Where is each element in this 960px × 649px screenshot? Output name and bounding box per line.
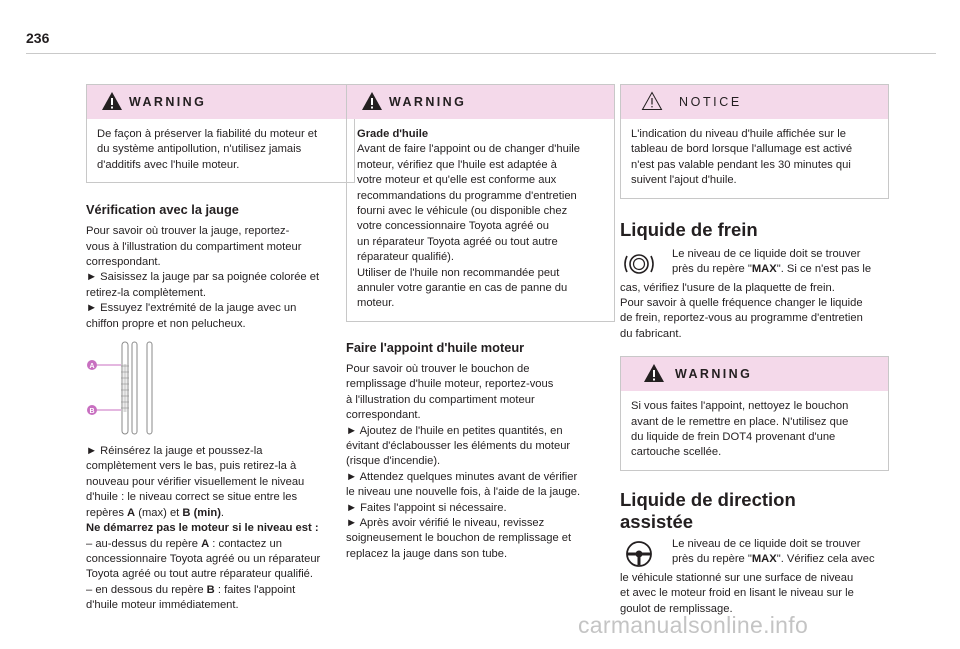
- text-line: ► Ajoutez de l'huile en petites quantités, en: [346, 424, 563, 437]
- section-heading-dipstick: Vérification avec la jauge: [86, 202, 239, 218]
- text-line: [672, 262, 889, 277]
- text-line: de frein, reportez-vous au programme d'entretien: [620, 312, 863, 325]
- text-line: Le niveau de ce liquide doit se trouver: [672, 537, 861, 550]
- section-heading-oil-topup: Faire l'appoint d'huile moteur: [346, 339, 525, 355]
- watermark: carmanualsonline.info: [578, 612, 809, 638]
- max-mark: MAX: [751, 553, 777, 566]
- notice-title: NOTICE: [679, 95, 742, 109]
- text-line: votre moteur et qu'elle est conforme aux: [357, 174, 557, 187]
- text-run: – en dessous du repère: [86, 583, 207, 596]
- text-line: ► Attendez quelques minutes avant de vérifier: [346, 470, 578, 483]
- text-line: le niveau une nouvelle fois, à l'aide de la jauge.: [346, 486, 581, 499]
- text-line: Si vous faites l'appoint, nettoyez le bouchon: [631, 400, 849, 413]
- warning-body: [87, 119, 354, 182]
- text-line: ► Essuyez l'extrémité de la jauge avec un: [86, 302, 297, 315]
- heading-line: Liquide de direction: [620, 488, 796, 510]
- page-number: 236: [26, 30, 50, 46]
- notice-triangle-icon: [641, 91, 663, 111]
- text-run: .: [220, 506, 225, 519]
- text-line: tableau de bord lorsque l'allumage est activé: [631, 143, 853, 156]
- text-run: : contactez un: [209, 537, 282, 550]
- text-line: réparateur qualifié).: [357, 251, 455, 264]
- text-line: annuler votre garantie en cas de panne du: [357, 282, 568, 295]
- warning-triangle-icon: [101, 91, 123, 111]
- warning-title: WARNING: [129, 95, 207, 109]
- text-line: du liquide de frein DOT4 provenant d'une: [631, 431, 836, 444]
- text-line: votre concessionnaire Toyota agréé ou: [357, 220, 549, 233]
- warning-header: [621, 357, 888, 391]
- text-run: près du repère ": [672, 553, 752, 566]
- text-line: ► Faites l'appoint si nécessaire.: [346, 501, 507, 514]
- dipstick-drawing: [86, 340, 166, 438]
- text-line: moteur.: [357, 297, 395, 310]
- text-line: goulot de remplissage.: [620, 602, 733, 615]
- text-run: près du repère ": [672, 263, 752, 276]
- heading-line: assistée: [620, 510, 694, 532]
- warning-title: WARNING: [675, 367, 753, 382]
- max-mark: MAX: [751, 263, 777, 276]
- warning-box-oil-grade: [346, 84, 615, 322]
- text-line: recommandations du programme d'entretien: [357, 189, 577, 202]
- text-line: n'est pas valable pendant les 30 minutes qui: [631, 158, 851, 171]
- steering-fluid-intro: [620, 537, 889, 571]
- text-line: ► Après avoir vérifié le niveau, revissez: [346, 516, 545, 529]
- brake-fluid-text: [620, 281, 889, 343]
- text-line: nouveau pour vérifier visuellement le niveau: [86, 475, 305, 488]
- text-line: [86, 537, 355, 552]
- text-line: ► Réinsérez la jauge et poussez-la: [86, 445, 263, 458]
- text-run: repères: [86, 506, 128, 519]
- marker-b-label: B: [89, 408, 95, 416]
- text-line: suivent l'ajout d'huile.: [631, 174, 737, 187]
- text-line: complètement vers le bas, puis retirez-la à: [86, 460, 297, 473]
- text-line: [86, 506, 355, 521]
- text-line: concessionnaire Toyota agréé ou un réparateur: [86, 552, 321, 565]
- warning-triangle-icon: [361, 91, 383, 111]
- oil-topup-instructions: [346, 362, 615, 562]
- text-run: : faites l'appoint: [214, 583, 296, 596]
- text-run: – au-dessus du repère: [86, 537, 202, 550]
- warning-body: [621, 391, 888, 470]
- warning-box-additives: [86, 84, 355, 183]
- text-line: correspondant.: [86, 256, 161, 269]
- text-line: Pour savoir où trouver la jauge, reportez-: [86, 225, 290, 238]
- text-line: Utiliser de l'huile non recommandée peut: [357, 266, 560, 279]
- text-line: avant de le remettre en place. N'utilisez que: [631, 415, 849, 428]
- text-line: chiffon propre et non pelucheux.: [86, 317, 246, 330]
- warning-header: [347, 85, 614, 119]
- brake-fluid-intro: [620, 247, 889, 281]
- warning-box-brake-fluid: [620, 356, 889, 471]
- text-line: moteur, vérifiez que l'huile est adaptée à: [357, 158, 557, 171]
- text-run: (max) et: [135, 506, 183, 519]
- text-line: cartouche scellée.: [631, 446, 722, 459]
- warning-triangle-icon: [643, 363, 665, 383]
- text-line: Toyota agréé ou tout autre réparateur qualifié.: [86, 568, 314, 581]
- text-line: à l'illustration du compartiment moteur: [346, 393, 535, 406]
- dipstick-instructions: [86, 224, 355, 332]
- text-line: De façon à préserver la fiabilité du moteur et: [97, 128, 318, 140]
- text-line: ► Saisissez la jauge par sa poignée colorée et: [86, 271, 320, 284]
- text-line: [86, 583, 355, 598]
- mark-b: B: [206, 583, 215, 596]
- notice-header: [621, 85, 888, 119]
- text-line: Pour savoir à quelle fréquence changer le liquide: [620, 297, 863, 310]
- dipstick-illustration: [86, 340, 355, 438]
- text-line: Avant de faire l'appoint ou de changer d'huile: [357, 143, 581, 156]
- text-line: L'indication du niveau d'huile affichée sur le: [631, 128, 846, 140]
- text-line: le véhicule stationné sur une surface de niveau: [620, 571, 854, 584]
- notice-box: [620, 84, 889, 199]
- text-line: [672, 552, 889, 567]
- column-3: [620, 84, 889, 617]
- text-line: cas, vérifiez l'usure de la plaquette de frein.: [620, 281, 835, 294]
- section-heading-brake-fluid: Liquide de frein: [620, 218, 758, 240]
- steering-fluid-text: [620, 571, 889, 617]
- mark-a: A: [201, 537, 210, 550]
- warning-header: [87, 85, 354, 119]
- mark-b-min: B (min): [182, 506, 221, 519]
- text-line: d'huile moteur immédiatement.: [86, 599, 239, 612]
- bold-warning-line: Ne démarrez pas le moteur si le niveau est :: [86, 522, 319, 535]
- mark-a: A: [127, 506, 136, 519]
- text-line: (risque d'incendie).: [346, 455, 441, 468]
- text-line: un réparateur Toyota agréé ou tout autre: [357, 235, 558, 248]
- text-line: vous à l'illustration du compartiment moteur: [86, 240, 302, 253]
- steering-fluid-icon: [620, 539, 658, 569]
- text-line: d'additifs avec l'huile moteur.: [97, 158, 240, 171]
- text-line: replacez la jauge dans son tube.: [346, 547, 508, 560]
- text-line: évitant d'éclabousser les éléments du moteur: [346, 439, 571, 452]
- brake-fluid-icon: [620, 249, 658, 279]
- text-line: et avec le moteur froid en lisant le niveau sur le: [620, 587, 854, 600]
- marker-a-label: A: [89, 363, 95, 371]
- text-line: du fabricant.: [620, 327, 682, 340]
- column-1: [86, 84, 355, 614]
- text-line: soigneusement le bouchon de remplissage et: [346, 532, 572, 545]
- text-line: fourni avec le véhicule (ou disponible chez: [357, 205, 568, 218]
- text-run: ". Si ce n'est pas le: [776, 263, 872, 276]
- warning-title: WARNING: [389, 95, 467, 109]
- text-line: remplissage d'huile moteur, reportez-vous: [346, 378, 554, 391]
- text-line: du système antipollution, n'utilisez jamais: [97, 143, 302, 156]
- text-line: Le niveau de ce liquide doit se trouver: [672, 247, 861, 260]
- text-line: d'huile : le niveau correct se situe entre les: [86, 491, 298, 504]
- warning-subtitle: Grade d'huile: [357, 128, 429, 140]
- dipstick-level-text: [86, 444, 355, 613]
- column-2: [346, 84, 615, 562]
- text-line: Pour savoir où trouver le bouchon de: [346, 362, 530, 375]
- warning-body: [347, 119, 614, 321]
- top-divider: [26, 53, 936, 54]
- text-line: retirez-la complètement.: [86, 286, 206, 299]
- text-line: correspondant.: [346, 409, 421, 422]
- notice-body: [621, 119, 888, 198]
- text-run: ". Vérifiez cela avec: [776, 553, 875, 566]
- section-heading-power-steering: [620, 489, 889, 533]
